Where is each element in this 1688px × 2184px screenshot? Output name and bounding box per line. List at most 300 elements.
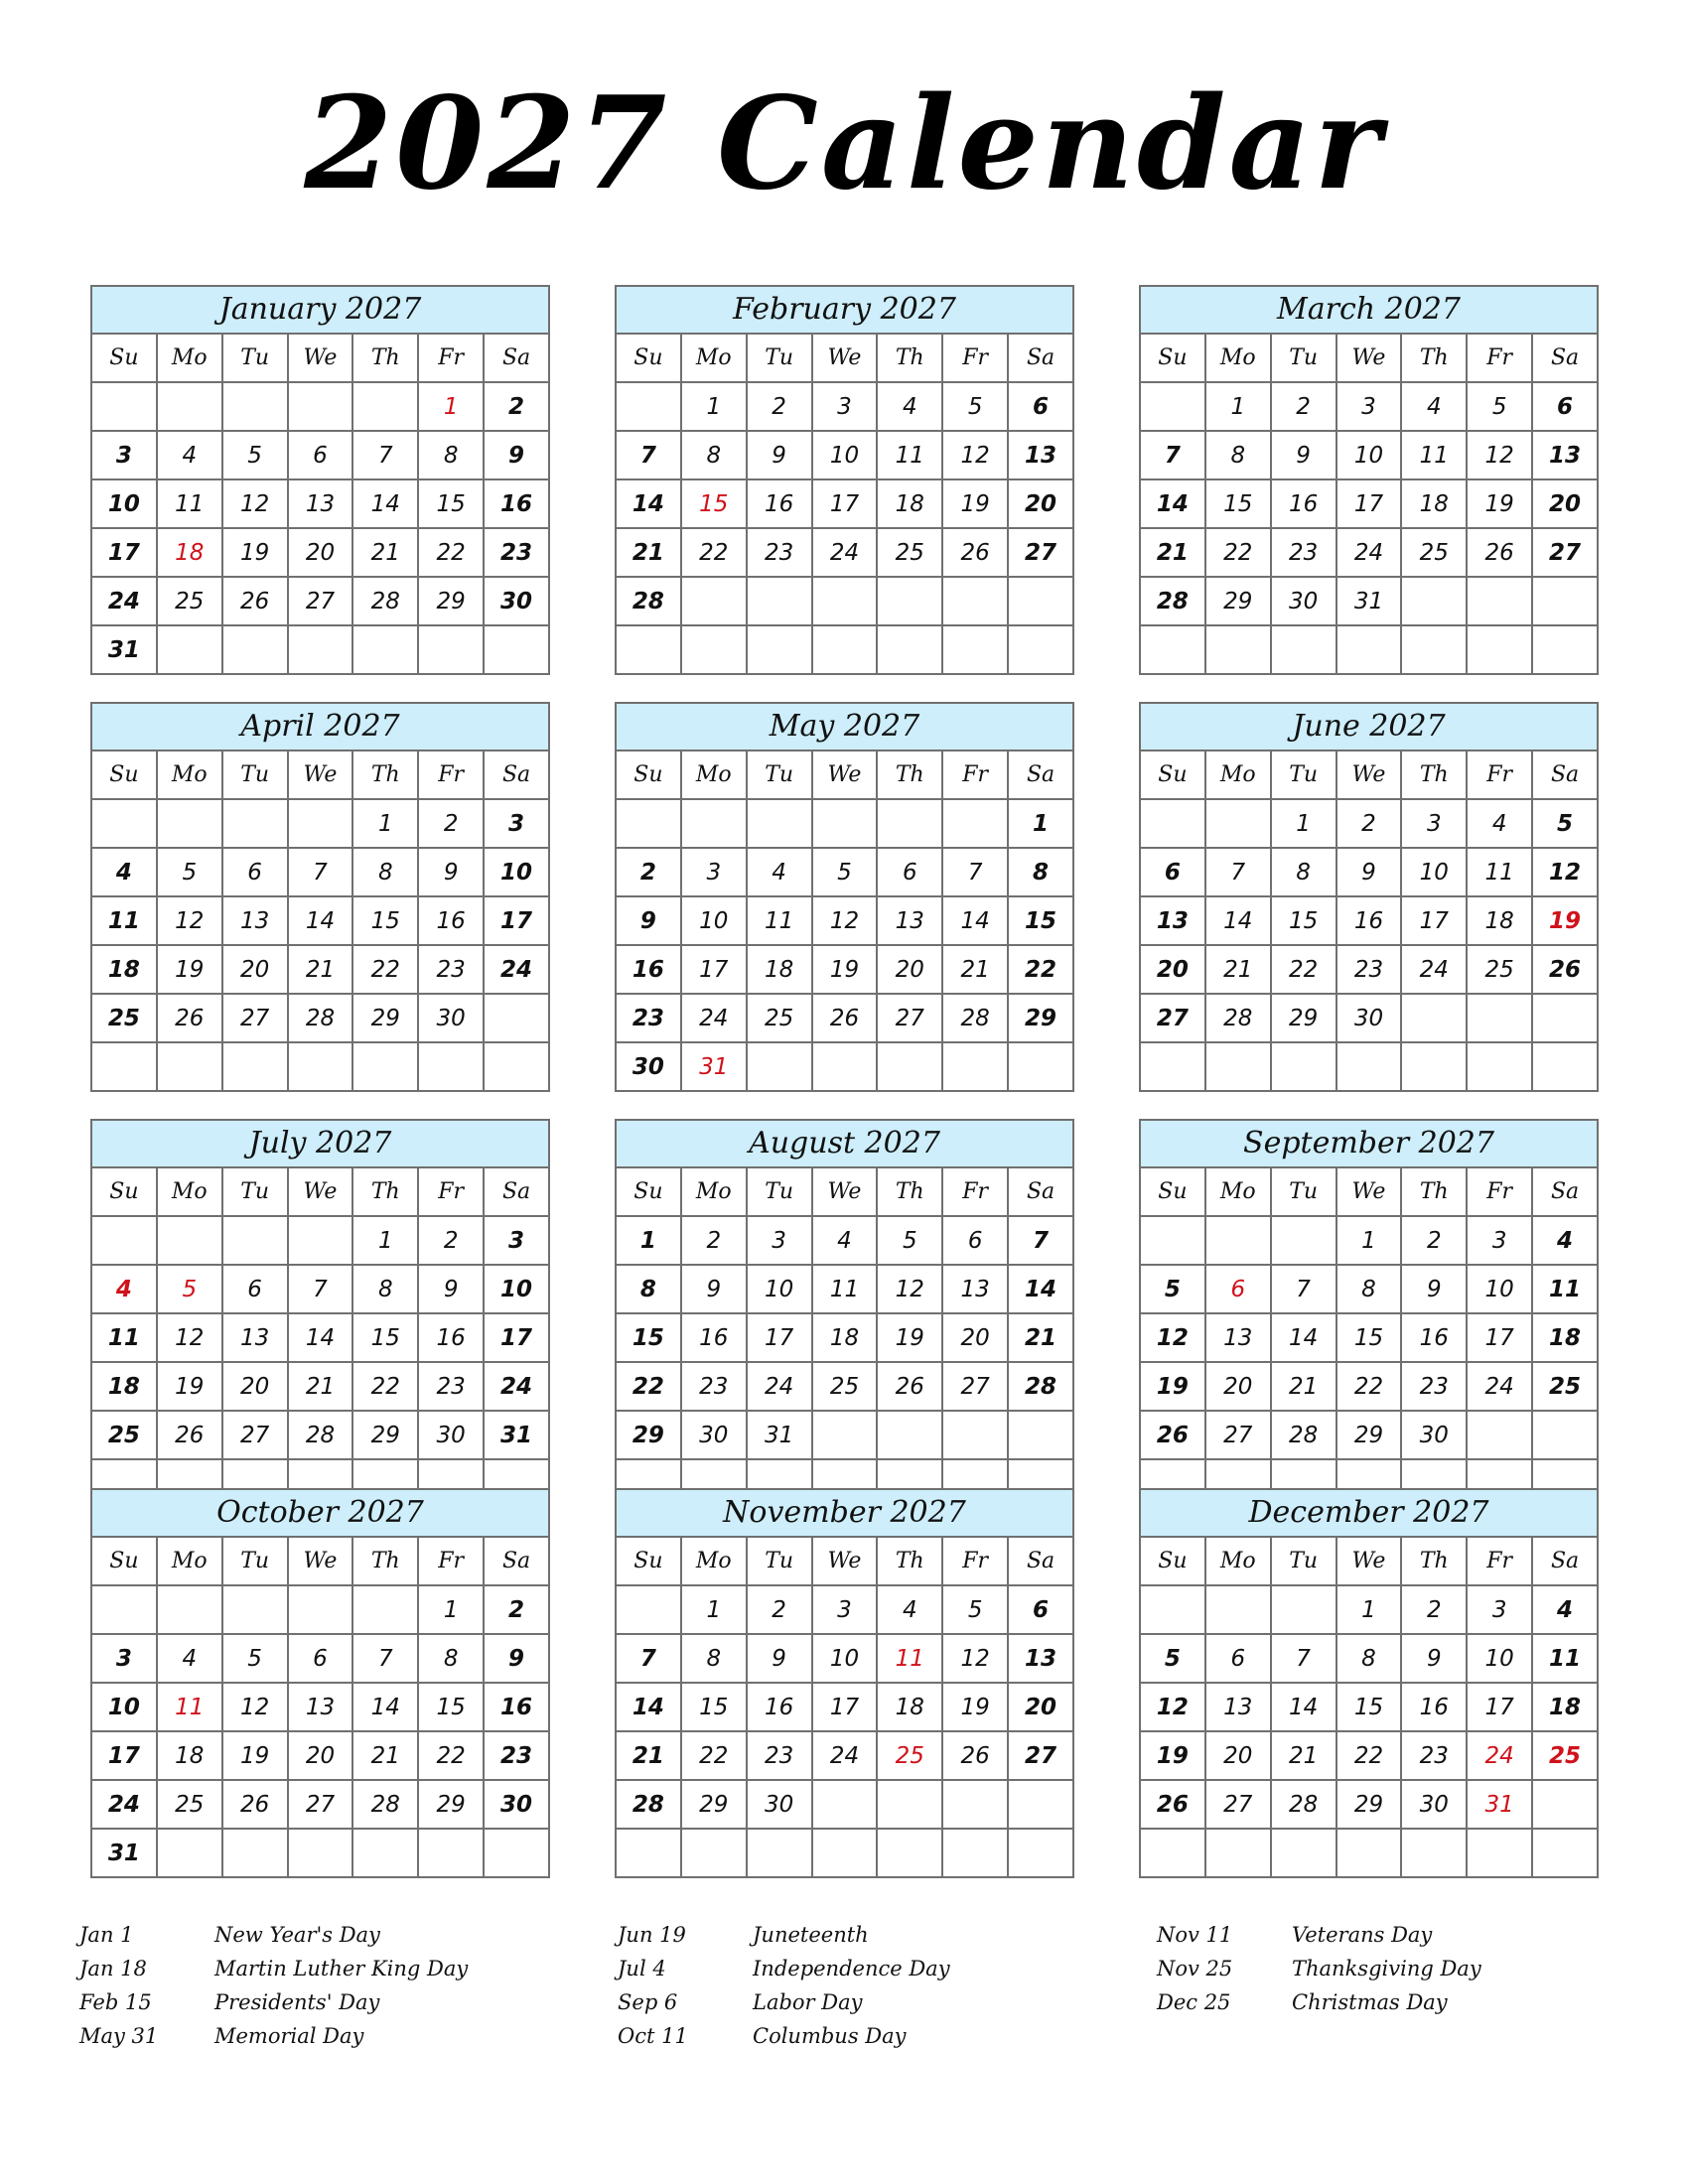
day-cell: 26	[157, 994, 222, 1042]
weekday-label: Tu	[1271, 334, 1336, 382]
empty-day-cell	[812, 1042, 878, 1091]
empty-day-cell	[1205, 1042, 1271, 1091]
weekday-label: Th	[352, 751, 418, 799]
day-cell: 4	[1532, 1585, 1598, 1634]
day-cell: 8	[1336, 1265, 1402, 1313]
day-cell: 13	[1008, 431, 1073, 479]
empty-day-cell	[812, 1411, 878, 1459]
day-cell: 22	[616, 1362, 681, 1411]
day-cell: 12	[942, 431, 1008, 479]
weekday-label: Su	[616, 1167, 681, 1216]
day-cell: 23	[418, 1362, 484, 1411]
weekday-label: Su	[91, 1537, 157, 1585]
day-cell: 23	[747, 1731, 812, 1780]
day-cell: 10	[1467, 1634, 1532, 1683]
empty-day-cell	[352, 1829, 418, 1877]
empty-day-cell	[91, 382, 157, 431]
day-cell: 3	[747, 1216, 812, 1265]
empty-day-cell	[1401, 994, 1467, 1042]
day-cell: 15	[418, 1683, 484, 1731]
day-cell: 5	[1467, 382, 1532, 431]
weekday-label: Mo	[1205, 334, 1271, 382]
week-row	[616, 382, 1073, 431]
month-calendar	[615, 702, 1074, 1092]
month-calendar	[90, 285, 550, 675]
day-cell: 5	[222, 1634, 288, 1683]
holiday-day-cell: 18	[157, 528, 222, 577]
day-cell: 15	[1271, 896, 1336, 945]
empty-day-cell	[1271, 625, 1336, 674]
day-cell: 27	[1008, 528, 1073, 577]
empty-day-cell	[352, 1042, 418, 1091]
weekday-label: We	[1336, 1537, 1402, 1585]
day-cell: 30	[1336, 994, 1402, 1042]
empty-day-cell	[1336, 625, 1402, 674]
day-cell: 14	[1271, 1313, 1336, 1362]
day-cell: 2	[1271, 382, 1336, 431]
month-title: October 2027	[90, 1488, 550, 1536]
day-cell: 27	[222, 1411, 288, 1459]
day-cell: 19	[222, 528, 288, 577]
day-cell: 5	[1532, 799, 1598, 848]
day-cell: 5	[877, 1216, 942, 1265]
day-cell: 28	[352, 1780, 418, 1829]
empty-day-cell	[616, 625, 681, 674]
week-row	[1140, 1731, 1598, 1780]
day-cell: 23	[418, 945, 484, 994]
day-cell: 26	[942, 528, 1008, 577]
day-cell: 20	[942, 1313, 1008, 1362]
day-cell: 11	[747, 896, 812, 945]
day-cell: 14	[1008, 1265, 1073, 1313]
empty-day-cell	[747, 1042, 812, 1091]
week-row	[616, 799, 1073, 848]
day-cell: 8	[1271, 848, 1336, 896]
day-cell: 13	[877, 896, 942, 945]
empty-day-cell	[1336, 1829, 1402, 1877]
day-cell: 11	[91, 896, 157, 945]
empty-day-cell	[1467, 1042, 1532, 1091]
weekday-header-row	[91, 751, 549, 799]
weekday-label: We	[288, 1167, 353, 1216]
day-cell: 19	[1140, 1731, 1205, 1780]
month-title: March 2027	[1139, 285, 1599, 333]
day-cell: 11	[91, 1313, 157, 1362]
day-cell: 9	[616, 896, 681, 945]
day-cell: 26	[222, 1780, 288, 1829]
week-row	[91, 431, 549, 479]
day-cell: 9	[484, 431, 549, 479]
week-row	[1140, 945, 1598, 994]
week-row	[91, 1265, 549, 1313]
week-row	[1140, 577, 1598, 625]
day-cell: 21	[942, 945, 1008, 994]
weekday-label: Sa	[1008, 751, 1073, 799]
week-row	[616, 528, 1073, 577]
day-cell: 1	[1336, 1216, 1402, 1265]
day-cell: 30	[681, 1411, 747, 1459]
empty-day-cell	[1532, 1780, 1598, 1829]
day-cell: 17	[747, 1313, 812, 1362]
holiday-name: Independence Day	[753, 1957, 950, 1980]
week-row	[91, 1362, 549, 1411]
day-cell: 19	[157, 945, 222, 994]
day-cell: 1	[1271, 799, 1336, 848]
week-row	[616, 431, 1073, 479]
day-cell: 28	[616, 577, 681, 625]
day-cell: 8	[418, 1634, 484, 1683]
weekday-label: Tu	[222, 1537, 288, 1585]
day-cell: 22	[681, 528, 747, 577]
holiday-date: Feb 15	[79, 1990, 152, 2014]
weekday-label: Fr	[418, 1167, 484, 1216]
day-cell: 23	[681, 1362, 747, 1411]
empty-day-cell	[222, 1829, 288, 1877]
day-cell: 21	[1271, 1731, 1336, 1780]
week-row	[616, 1362, 1073, 1411]
empty-day-cell	[812, 1829, 878, 1877]
day-cell: 2	[1401, 1585, 1467, 1634]
empty-day-cell	[222, 382, 288, 431]
empty-day-cell	[1532, 1411, 1598, 1459]
holiday-name: Columbus Day	[753, 2024, 907, 2048]
empty-day-cell	[1271, 1216, 1336, 1265]
weekday-label: Su	[1140, 1167, 1205, 1216]
day-cell: 1	[418, 1585, 484, 1634]
holiday-date: Nov 11	[1157, 1923, 1233, 1947]
day-cell: 25	[91, 1411, 157, 1459]
day-cell: 28	[942, 994, 1008, 1042]
weekday-label: We	[812, 334, 878, 382]
day-cell: 18	[1532, 1683, 1598, 1731]
empty-day-cell	[418, 1042, 484, 1091]
day-cell: 19	[942, 1683, 1008, 1731]
week-row	[616, 1829, 1073, 1877]
day-cell: 13	[288, 1683, 353, 1731]
holiday-date: Jan 1	[79, 1923, 134, 1947]
day-cell: 25	[157, 577, 222, 625]
empty-day-cell	[484, 1042, 549, 1091]
month-title: December 2027	[1139, 1488, 1599, 1536]
day-cell: 31	[91, 625, 157, 674]
day-cell: 10	[1467, 1265, 1532, 1313]
day-cell: 12	[1140, 1683, 1205, 1731]
weekday-label: Tu	[222, 1167, 288, 1216]
empty-day-cell	[1140, 1042, 1205, 1091]
day-cell: 6	[877, 848, 942, 896]
day-cell: 22	[1008, 945, 1073, 994]
empty-day-cell	[1008, 625, 1073, 674]
empty-day-cell	[222, 1216, 288, 1265]
empty-day-cell	[942, 1780, 1008, 1829]
weekday-label: Th	[1401, 1167, 1467, 1216]
day-cell: 7	[1205, 848, 1271, 896]
day-cell: 27	[877, 994, 942, 1042]
day-cell: 25	[157, 1780, 222, 1829]
holiday-date: Sep 6	[618, 1990, 678, 2014]
month-calendar	[1139, 702, 1599, 1092]
day-cell: 10	[91, 479, 157, 528]
week-row	[91, 994, 549, 1042]
day-cell: 31	[484, 1411, 549, 1459]
empty-day-cell	[288, 382, 353, 431]
day-cell: 28	[616, 1780, 681, 1829]
day-cell: 28	[1271, 1411, 1336, 1459]
weekday-label: Sa	[1532, 1537, 1598, 1585]
day-cell: 2	[747, 382, 812, 431]
weekday-label: Mo	[681, 1537, 747, 1585]
empty-day-cell	[418, 625, 484, 674]
week-row	[91, 945, 549, 994]
empty-day-cell	[1205, 1216, 1271, 1265]
day-cell: 14	[1140, 479, 1205, 528]
day-cell: 24	[91, 577, 157, 625]
day-cell: 15	[418, 479, 484, 528]
day-cell: 28	[1140, 577, 1205, 625]
day-cell: 9	[418, 1265, 484, 1313]
day-cell: 15	[1008, 896, 1073, 945]
day-cell: 9	[747, 1634, 812, 1683]
week-row	[1140, 431, 1598, 479]
holiday-name: Christmas Day	[1292, 1990, 1448, 2014]
month-grid	[90, 750, 550, 1092]
weekday-label: Fr	[942, 334, 1008, 382]
day-cell: 8	[1336, 1634, 1402, 1683]
weekday-label: Su	[91, 751, 157, 799]
weekday-label: We	[812, 751, 878, 799]
day-cell: 12	[222, 479, 288, 528]
weekday-header-row	[616, 1537, 1073, 1585]
holiday-day-cell: 15	[681, 479, 747, 528]
day-cell: 8	[418, 431, 484, 479]
week-row	[616, 1265, 1073, 1313]
month-grid	[90, 1536, 550, 1878]
day-cell: 2	[484, 382, 549, 431]
weekday-label: Sa	[484, 1537, 549, 1585]
day-cell: 4	[877, 1585, 942, 1634]
empty-day-cell	[288, 799, 353, 848]
empty-day-cell	[157, 1829, 222, 1877]
empty-day-cell	[812, 625, 878, 674]
day-cell: 3	[1336, 382, 1402, 431]
day-cell: 15	[1205, 479, 1271, 528]
weekday-label: We	[812, 1167, 878, 1216]
week-row	[1140, 896, 1598, 945]
month-title: September 2027	[1139, 1119, 1599, 1166]
weekday-label: Th	[352, 1537, 418, 1585]
day-cell: 27	[1205, 1411, 1271, 1459]
week-row	[1140, 848, 1598, 896]
holiday-column	[1157, 1918, 1481, 2019]
empty-day-cell	[1467, 1829, 1532, 1877]
day-cell: 12	[1467, 431, 1532, 479]
empty-day-cell	[616, 799, 681, 848]
day-cell: 27	[1532, 528, 1598, 577]
holiday-name: Presidents' Day	[214, 1990, 380, 2014]
day-cell: 2	[747, 1585, 812, 1634]
day-cell: 18	[747, 945, 812, 994]
week-row	[1140, 528, 1598, 577]
day-cell: 1	[1205, 382, 1271, 431]
day-cell: 3	[484, 799, 549, 848]
day-cell: 20	[1140, 945, 1205, 994]
holiday-entry	[1157, 1985, 1481, 2019]
day-cell: 4	[812, 1216, 878, 1265]
day-cell: 24	[681, 994, 747, 1042]
week-row	[91, 1829, 549, 1877]
empty-day-cell	[91, 1042, 157, 1091]
weekday-label: Tu	[222, 334, 288, 382]
empty-day-cell	[352, 1585, 418, 1634]
day-cell: 6	[222, 1265, 288, 1313]
day-cell: 27	[1205, 1780, 1271, 1829]
day-cell: 7	[1271, 1265, 1336, 1313]
holiday-entry	[79, 2019, 468, 2053]
day-cell: 19	[942, 479, 1008, 528]
day-cell: 15	[616, 1313, 681, 1362]
day-cell: 2	[1401, 1216, 1467, 1265]
month-grid	[1139, 333, 1599, 675]
holiday-name: Memorial Day	[214, 2024, 364, 2048]
weekday-label: Mo	[157, 1537, 222, 1585]
week-row	[1140, 994, 1598, 1042]
day-cell: 12	[1140, 1313, 1205, 1362]
day-cell: 6	[1008, 382, 1073, 431]
weekday-label: Su	[91, 334, 157, 382]
empty-day-cell	[942, 1829, 1008, 1877]
weekday-label: Fr	[942, 1167, 1008, 1216]
week-row	[91, 1585, 549, 1634]
day-cell: 18	[1467, 896, 1532, 945]
month-title: January 2027	[90, 285, 550, 333]
empty-day-cell	[1336, 1042, 1402, 1091]
weekday-label: Fr	[418, 334, 484, 382]
weekday-label: Th	[352, 334, 418, 382]
empty-day-cell	[616, 382, 681, 431]
day-cell: 16	[1271, 479, 1336, 528]
weekday-label: Su	[616, 334, 681, 382]
day-cell: 2	[418, 799, 484, 848]
day-cell: 10	[91, 1683, 157, 1731]
week-row	[1140, 1585, 1598, 1634]
week-row	[91, 848, 549, 896]
week-row	[616, 945, 1073, 994]
empty-day-cell	[1205, 1829, 1271, 1877]
weekday-label: Su	[1140, 1537, 1205, 1585]
day-cell: 12	[942, 1634, 1008, 1683]
weekday-label: Su	[91, 1167, 157, 1216]
day-cell: 7	[1008, 1216, 1073, 1265]
weekday-label: Su	[616, 751, 681, 799]
day-cell: 9	[484, 1634, 549, 1683]
day-cell: 4	[747, 848, 812, 896]
weekday-label: Sa	[1008, 334, 1073, 382]
holiday-entry	[618, 2019, 950, 2053]
day-cell: 18	[91, 945, 157, 994]
day-cell: 17	[1467, 1683, 1532, 1731]
holiday-day-cell: 31	[1467, 1780, 1532, 1829]
weekday-label: Fr	[1467, 1537, 1532, 1585]
day-cell: 19	[157, 1362, 222, 1411]
day-cell: 11	[1532, 1634, 1598, 1683]
month-grid	[615, 1166, 1074, 1509]
day-cell: 22	[418, 528, 484, 577]
day-cell: 27	[942, 1362, 1008, 1411]
day-cell: 14	[352, 1683, 418, 1731]
weekday-label: Fr	[942, 1537, 1008, 1585]
day-cell: 30	[747, 1780, 812, 1829]
weekday-label: Th	[352, 1167, 418, 1216]
day-cell: 20	[877, 945, 942, 994]
day-cell: 4	[877, 382, 942, 431]
empty-day-cell	[418, 1829, 484, 1877]
empty-day-cell	[157, 625, 222, 674]
day-cell: 30	[418, 1411, 484, 1459]
day-cell: 12	[157, 1313, 222, 1362]
day-cell: 9	[1401, 1634, 1467, 1683]
day-cell: 22	[1205, 528, 1271, 577]
holiday-date: Jun 19	[618, 1923, 686, 1947]
day-cell: 28	[288, 994, 353, 1042]
day-cell: 15	[681, 1683, 747, 1731]
empty-day-cell	[747, 577, 812, 625]
day-cell: 3	[91, 1634, 157, 1683]
empty-day-cell	[942, 625, 1008, 674]
day-cell: 4	[1532, 1216, 1598, 1265]
day-cell: 8	[352, 1265, 418, 1313]
day-cell: 29	[1271, 994, 1336, 1042]
day-cell: 15	[352, 896, 418, 945]
week-row	[616, 1313, 1073, 1362]
day-cell: 20	[288, 1731, 353, 1780]
day-cell: 12	[222, 1683, 288, 1731]
holiday-entry	[618, 1952, 950, 1985]
day-cell: 2	[484, 1585, 549, 1634]
day-cell: 16	[484, 479, 549, 528]
weekday-label: Su	[1140, 751, 1205, 799]
empty-day-cell	[616, 1829, 681, 1877]
holiday-entry	[79, 1952, 468, 1985]
holiday-name: New Year's Day	[214, 1923, 380, 1947]
day-cell: 26	[1140, 1780, 1205, 1829]
weekday-header-row	[91, 334, 549, 382]
empty-day-cell	[1140, 382, 1205, 431]
weekday-header-row	[616, 751, 1073, 799]
week-row	[1140, 479, 1598, 528]
day-cell: 20	[1532, 479, 1598, 528]
day-cell: 26	[812, 994, 878, 1042]
day-cell: 1	[681, 1585, 747, 1634]
day-cell: 16	[681, 1313, 747, 1362]
month-calendar	[1139, 1119, 1599, 1509]
day-cell: 30	[418, 994, 484, 1042]
empty-day-cell	[1401, 1829, 1467, 1877]
day-cell: 20	[1008, 479, 1073, 528]
weekday-label: Th	[877, 1167, 942, 1216]
day-cell: 7	[288, 848, 353, 896]
empty-day-cell	[681, 577, 747, 625]
day-cell: 11	[157, 479, 222, 528]
day-cell: 21	[616, 1731, 681, 1780]
empty-day-cell	[157, 1042, 222, 1091]
day-cell: 10	[747, 1265, 812, 1313]
month-title: November 2027	[615, 1488, 1074, 1536]
month-calendar	[1139, 1488, 1599, 1878]
weekday-label: We	[812, 1537, 878, 1585]
weekday-label: Sa	[1008, 1167, 1073, 1216]
month-title: May 2027	[615, 702, 1074, 750]
day-cell: 22	[418, 1731, 484, 1780]
